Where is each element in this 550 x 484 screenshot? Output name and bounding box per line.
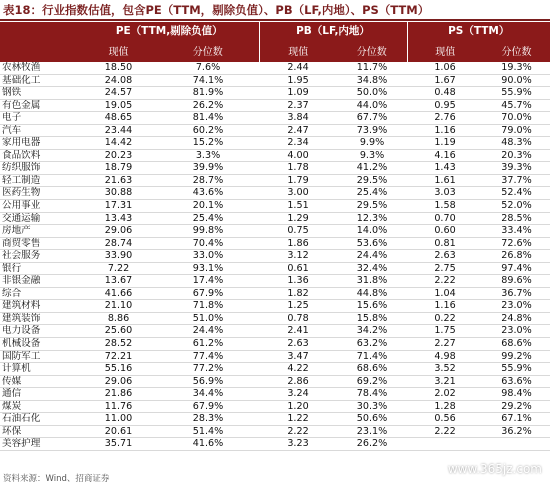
industry-name: 传媒 (0, 375, 80, 388)
pb-value: 2.37 (259, 99, 337, 112)
pe-value: 18.50 (80, 62, 157, 74)
ps-value: 1.16 (407, 124, 483, 137)
pe-value: 18.79 (80, 162, 157, 175)
ps-percentile: 45.7% (483, 99, 550, 112)
industry-name: 家用电器 (0, 137, 80, 150)
pe-percentile: 99.8% (157, 225, 259, 238)
ps-value: 1.67 (407, 74, 483, 87)
pb-percentile: 44.8% (337, 287, 407, 300)
pb-percentile: 53.6% (337, 237, 407, 250)
pb-percentile: 32.4% (337, 262, 407, 275)
ps-value: 1.19 (407, 137, 483, 150)
pb-value: 1.79 (259, 174, 337, 187)
pb-percentile: 63.2% (337, 338, 407, 351)
header-group-pe: PE（TTM,剔除负值） (80, 22, 259, 38)
source-note: 资料来源：Wind、招商证券 (3, 474, 110, 484)
pe-percentile: 34.4% (157, 388, 259, 401)
table-row (0, 99, 550, 112)
pe-percentile: 61.2% (157, 338, 259, 351)
table-row (0, 112, 550, 125)
ps-percentile: 29.2% (483, 400, 550, 413)
ps-value: 0.48 (407, 87, 483, 100)
industry-name: 煤炭 (0, 400, 80, 413)
pe-percentile: 51.4% (157, 425, 259, 438)
ps-value: 2.22 (407, 425, 483, 438)
pb-value: 0.75 (259, 225, 337, 238)
pe-percentile: 26.2% (157, 99, 259, 112)
ps-percentile: 67.1% (483, 413, 550, 426)
industry-name: 建筑材料 (0, 300, 80, 313)
industry-name: 计算机 (0, 363, 80, 376)
pe-value: 28.74 (80, 237, 157, 250)
pb-value: 1.95 (259, 74, 337, 87)
pb-percentile: 11.7% (337, 62, 407, 74)
pb-percentile: 14.0% (337, 225, 407, 238)
ps-percentile: 23.0% (483, 300, 550, 313)
table-row (0, 425, 550, 438)
pe-percentile: 28.7% (157, 174, 259, 187)
ps-percentile: 39.3% (483, 162, 550, 175)
table-row (0, 225, 550, 238)
pe-value: 19.05 (80, 99, 157, 112)
ps-percentile: 55.9% (483, 87, 550, 100)
ps-percentile (483, 438, 550, 451)
pe-value: 11.00 (80, 413, 157, 426)
industry-name: 电力设备 (0, 325, 80, 338)
pb-value: 2.47 (259, 124, 337, 137)
ps-percentile: 33.4% (483, 225, 550, 238)
header-blank (0, 22, 80, 38)
table-row (0, 62, 550, 74)
ps-value: 0.95 (407, 99, 483, 112)
pe-percentile: 81.9% (157, 87, 259, 100)
ps-percentile: 24.8% (483, 312, 550, 325)
ps-value: 2.27 (407, 338, 483, 351)
pe-percentile: 3.3% (157, 149, 259, 162)
pe-percentile: 51.0% (157, 312, 259, 325)
ps-percentile: 70.0% (483, 112, 550, 125)
header-pe-pct: 分位数 (157, 38, 259, 62)
pe-value: 29.06 (80, 225, 157, 238)
ps-percentile: 48.3% (483, 137, 550, 150)
table-row (0, 87, 550, 100)
pb-percentile: 29.5% (337, 200, 407, 213)
table-row (0, 174, 550, 187)
pb-value: 4.22 (259, 363, 337, 376)
pe-percentile: 56.9% (157, 375, 259, 388)
header-pb-value: 现值 (259, 38, 337, 62)
pe-value: 21.10 (80, 300, 157, 313)
header-ps-pct: 分位数 (483, 38, 550, 62)
ps-value: 2.63 (407, 250, 483, 263)
pb-value: 3.84 (259, 112, 337, 125)
pb-percentile: 25.4% (337, 187, 407, 200)
pe-percentile: 77.4% (157, 350, 259, 363)
pb-value: 3.47 (259, 350, 337, 363)
pe-value: 7.22 (80, 262, 157, 275)
pe-value: 13.43 (80, 212, 157, 225)
table-row (0, 438, 550, 451)
pb-percentile: 78.4% (337, 388, 407, 401)
industry-name: 农林牧渔 (0, 62, 80, 74)
ps-percentile: 68.6% (483, 338, 550, 351)
table-row (0, 388, 550, 401)
pe-value: 11.76 (80, 400, 157, 413)
pe-percentile: 74.1% (157, 74, 259, 87)
pb-value: 3.12 (259, 250, 337, 263)
industry-name: 环保 (0, 425, 80, 438)
pe-percentile: 41.6% (157, 438, 259, 451)
pb-percentile: 50.6% (337, 413, 407, 426)
table-row (0, 325, 550, 338)
industry-name: 轻工制造 (0, 174, 80, 187)
ps-value: 3.21 (407, 375, 483, 388)
table-row (0, 237, 550, 250)
industry-name: 医药生物 (0, 187, 80, 200)
table-row (0, 338, 550, 351)
table-row (0, 287, 550, 300)
pe-percentile: 81.4% (157, 112, 259, 125)
ps-percentile: 52.0% (483, 200, 550, 213)
industry-name: 机械设备 (0, 338, 80, 351)
pb-value: 1.78 (259, 162, 337, 175)
pe-value: 48.65 (80, 112, 157, 125)
pb-value: 3.00 (259, 187, 337, 200)
pb-value: 2.34 (259, 137, 337, 150)
pe-percentile: 17.4% (157, 275, 259, 288)
table-row (0, 350, 550, 363)
industry-name: 纺织服饰 (0, 162, 80, 175)
industry-name: 食品饮料 (0, 149, 80, 162)
header-group-pb: PB（LF,内地） (259, 22, 407, 38)
ps-value: 0.81 (407, 237, 483, 250)
industry-name: 有色金属 (0, 99, 80, 112)
ps-percentile: 90.0% (483, 74, 550, 87)
pe-percentile: 43.6% (157, 187, 259, 200)
pe-percentile: 93.1% (157, 262, 259, 275)
pe-value: 21.86 (80, 388, 157, 401)
pe-value: 21.63 (80, 174, 157, 187)
pe-value: 24.08 (80, 74, 157, 87)
pb-value: 2.22 (259, 425, 337, 438)
pb-percentile: 29.5% (337, 174, 407, 187)
pb-percentile: 34.2% (337, 325, 407, 338)
table-row (0, 413, 550, 426)
pb-value: 1.22 (259, 413, 337, 426)
ps-percentile: 20.3% (483, 149, 550, 162)
pe-percentile: 24.4% (157, 325, 259, 338)
table-row (0, 212, 550, 225)
pb-value: 2.41 (259, 325, 337, 338)
industry-name: 商贸零售 (0, 237, 80, 250)
ps-percentile: 98.4% (483, 388, 550, 401)
pb-value: 0.61 (259, 262, 337, 275)
ps-value (407, 438, 483, 451)
table-row (0, 375, 550, 388)
ps-percentile: 55.9% (483, 363, 550, 376)
pb-value: 1.29 (259, 212, 337, 225)
ps-value: 2.75 (407, 262, 483, 275)
industry-name: 交通运输 (0, 212, 80, 225)
table-row (0, 275, 550, 288)
pb-value: 1.20 (259, 400, 337, 413)
pb-percentile: 12.3% (337, 212, 407, 225)
ps-value: 1.06 (407, 62, 483, 74)
pb-value: 1.25 (259, 300, 337, 313)
pe-value: 30.88 (80, 187, 157, 200)
industry-name: 通信 (0, 388, 80, 401)
header-pb-pct: 分位数 (337, 38, 407, 62)
pe-value: 55.16 (80, 363, 157, 376)
pe-percentile: 67.9% (157, 287, 259, 300)
pb-percentile: 24.4% (337, 250, 407, 263)
table-row (0, 200, 550, 213)
caption-rule (0, 19, 550, 21)
industry-name: 综合 (0, 287, 80, 300)
pb-value: 4.00 (259, 149, 337, 162)
pe-value: 8.86 (80, 312, 157, 325)
pe-percentile: 77.2% (157, 363, 259, 376)
table-row (0, 250, 550, 263)
pe-value: 41.66 (80, 287, 157, 300)
pe-percentile: 15.2% (157, 137, 259, 150)
pe-value: 35.71 (80, 438, 157, 451)
pb-percentile: 67.7% (337, 112, 407, 125)
pb-value: 2.44 (259, 62, 337, 74)
table-row (0, 363, 550, 376)
pe-percentile: 33.0% (157, 250, 259, 263)
watermark: www.365jz.com (447, 462, 542, 476)
pe-value: 17.31 (80, 200, 157, 213)
pb-value: 1.82 (259, 287, 337, 300)
industry-name: 社会服务 (0, 250, 80, 263)
ps-percentile: 79.0% (483, 124, 550, 137)
header-blank (0, 38, 80, 62)
table-row (0, 137, 550, 150)
ps-value: 2.22 (407, 275, 483, 288)
pb-percentile: 71.4% (337, 350, 407, 363)
pe-value: 23.44 (80, 124, 157, 137)
industry-name: 房地产 (0, 225, 80, 238)
ps-value: 2.76 (407, 112, 483, 125)
ps-percentile: 23.0% (483, 325, 550, 338)
table-row (0, 149, 550, 162)
pe-value: 29.06 (80, 375, 157, 388)
ps-value: 3.03 (407, 187, 483, 200)
industry-name: 国防军工 (0, 350, 80, 363)
pb-value: 1.86 (259, 237, 337, 250)
ps-value: 0.70 (407, 212, 483, 225)
pe-value: 24.57 (80, 87, 157, 100)
ps-value: 0.56 (407, 413, 483, 426)
ps-percentile: 63.6% (483, 375, 550, 388)
pe-value: 28.52 (80, 338, 157, 351)
ps-value: 4.16 (407, 149, 483, 162)
ps-percentile: 28.5% (483, 212, 550, 225)
ps-percentile: 72.6% (483, 237, 550, 250)
pe-percentile: 39.9% (157, 162, 259, 175)
pe-value: 14.42 (80, 137, 157, 150)
table-row (0, 162, 550, 175)
pe-percentile: 71.8% (157, 300, 259, 313)
table-row (0, 187, 550, 200)
ps-value: 1.28 (407, 400, 483, 413)
pe-value: 20.23 (80, 149, 157, 162)
pe-value: 20.61 (80, 425, 157, 438)
valuation-table (0, 22, 550, 451)
ps-value: 1.58 (407, 200, 483, 213)
ps-percentile: 37.7% (483, 174, 550, 187)
industry-name: 汽车 (0, 124, 80, 137)
industry-name: 建筑装饰 (0, 312, 80, 325)
pb-value: 3.24 (259, 388, 337, 401)
table-row (0, 312, 550, 325)
header-ps-value: 现值 (407, 38, 483, 62)
table-caption: 表18：行业指数估值，包含PE（TTM，剔除负值）、PB（LF,内地）、PS（TTM） (3, 3, 430, 17)
industry-name: 钢铁 (0, 87, 80, 100)
ps-value: 1.43 (407, 162, 483, 175)
ps-percentile: 19.3% (483, 62, 550, 74)
pe-percentile: 60.2% (157, 124, 259, 137)
ps-percentile: 97.4% (483, 262, 550, 275)
pe-percentile: 25.4% (157, 212, 259, 225)
pb-percentile: 31.8% (337, 275, 407, 288)
header-group-ps: PS（TTM） (407, 22, 550, 38)
industry-name: 非银金融 (0, 275, 80, 288)
header-pe-value: 现值 (80, 38, 157, 62)
ps-value: 1.75 (407, 325, 483, 338)
pb-value: 1.51 (259, 200, 337, 213)
pe-percentile: 7.6% (157, 62, 259, 74)
ps-percentile: 89.6% (483, 275, 550, 288)
pb-percentile: 73.9% (337, 124, 407, 137)
pb-percentile: 15.8% (337, 312, 407, 325)
pb-value: 1.09 (259, 87, 337, 100)
ps-percentile: 99.2% (483, 350, 550, 363)
pb-percentile: 23.1% (337, 425, 407, 438)
pe-percentile: 67.9% (157, 400, 259, 413)
industry-name: 公用事业 (0, 200, 80, 213)
ps-value: 4.98 (407, 350, 483, 363)
ps-value: 2.02 (407, 388, 483, 401)
pe-percentile: 28.3% (157, 413, 259, 426)
ps-value: 3.52 (407, 363, 483, 376)
industry-name: 石油石化 (0, 413, 80, 426)
pb-percentile: 44.0% (337, 99, 407, 112)
pb-percentile: 26.2% (337, 438, 407, 451)
pb-percentile: 15.6% (337, 300, 407, 313)
pe-percentile: 70.4% (157, 237, 259, 250)
pb-value: 3.23 (259, 438, 337, 451)
industry-name: 基础化工 (0, 74, 80, 87)
pe-value: 13.67 (80, 275, 157, 288)
pb-percentile: 68.6% (337, 363, 407, 376)
pb-percentile: 69.2% (337, 375, 407, 388)
pb-value: 1.36 (259, 275, 337, 288)
pb-percentile: 9.3% (337, 149, 407, 162)
ps-percentile: 36.7% (483, 287, 550, 300)
pe-value: 72.21 (80, 350, 157, 363)
pb-percentile: 34.8% (337, 74, 407, 87)
pb-percentile: 30.3% (337, 400, 407, 413)
pb-value: 0.78 (259, 312, 337, 325)
pb-value: 2.86 (259, 375, 337, 388)
ps-value: 1.16 (407, 300, 483, 313)
pe-value: 33.90 (80, 250, 157, 263)
ps-percentile: 26.8% (483, 250, 550, 263)
table-row (0, 124, 550, 137)
table-body (0, 62, 550, 450)
industry-name: 电子 (0, 112, 80, 125)
pe-percentile: 20.1% (157, 200, 259, 213)
pb-percentile: 50.0% (337, 87, 407, 100)
ps-percentile: 36.2% (483, 425, 550, 438)
ps-value: 0.22 (407, 312, 483, 325)
table-row (0, 400, 550, 413)
ps-value: 1.04 (407, 287, 483, 300)
pb-percentile: 41.2% (337, 162, 407, 175)
table-row (0, 74, 550, 87)
table-row (0, 262, 550, 275)
pe-value: 25.60 (80, 325, 157, 338)
pb-percentile: 9.9% (337, 137, 407, 150)
table-row (0, 300, 550, 313)
industry-name: 美容护理 (0, 438, 80, 451)
ps-value: 1.61 (407, 174, 483, 187)
ps-value: 0.60 (407, 225, 483, 238)
ps-percentile: 52.4% (483, 187, 550, 200)
pb-value: 2.63 (259, 338, 337, 351)
industry-name: 银行 (0, 262, 80, 275)
